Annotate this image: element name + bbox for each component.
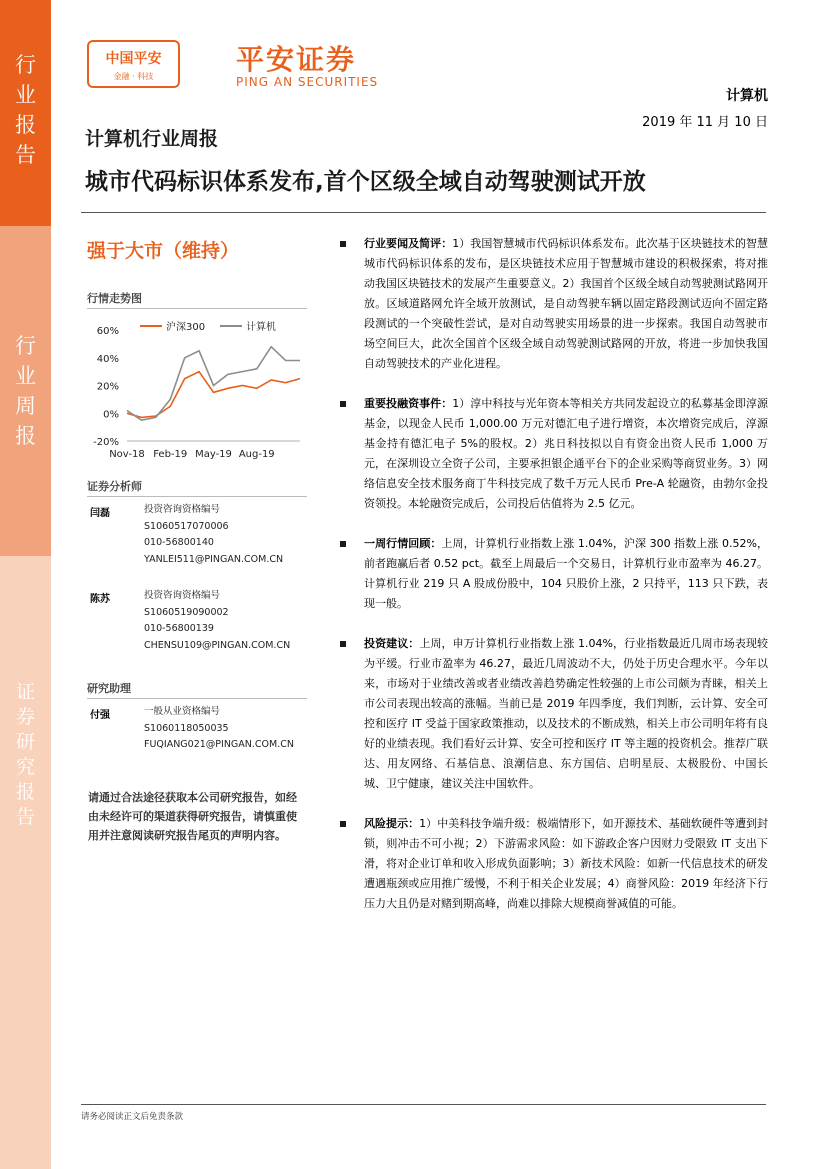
sidebar-text-research	[0, 556, 51, 830]
sidebar-char: 业	[15, 83, 36, 107]
ping-an-badge-logo	[87, 40, 180, 88]
para-title: 行业要闻及简评：	[364, 237, 453, 250]
header-divider	[81, 212, 766, 213]
assistant-info	[144, 704, 294, 754]
footer-divider	[81, 1104, 766, 1105]
sidebar-block-weekly	[0, 226, 51, 556]
para-investment-events	[340, 394, 768, 514]
sidebar-char: 行	[15, 334, 36, 358]
analyst-divider	[87, 496, 307, 497]
y-tick-label: -20%	[93, 437, 119, 448]
bullet-icon	[340, 821, 346, 827]
analyst-info	[144, 502, 283, 568]
x-tick-label: Nov-18	[109, 449, 145, 460]
sidebar-block-research	[0, 556, 51, 1169]
sidebar-char: 报	[15, 781, 35, 803]
market-trend-chart	[85, 316, 315, 466]
bullet-icon	[340, 401, 346, 407]
analyst-name: 陈苏	[90, 594, 110, 605]
footer-note[interactable]: 请务必阅读正文后免责条款	[81, 1112, 184, 1122]
sidebar	[0, 0, 51, 1169]
x-tick-label: Aug-19	[238, 449, 275, 460]
para-body: 1）淳中科技与光年资本等相关方共同发起设立的私募基金即淳源基金，以现金人民币 1,000.00 万元对德汇电子进行增资，本次增资完成后，淳源基金持有德汇电子 5%的股权。2）兆日科技拟以自有资金出资人民币 1,000 万元，在深圳设立全资子公司，主要承担银企通平台下的企业采购等商贸业务。3）网络信息安全技术服务商丁牛科技完成了数千万元人民币 Pre-A 轮融资，由勃尔金投资领投。本轮融资完成后，公司投后估值将为 2.5 亿元。	[364, 397, 769, 510]
series-line	[127, 372, 300, 418]
para-title: 投资建议：	[364, 637, 420, 650]
sidebar-char: 告	[15, 143, 36, 167]
legend-label: 沪深300	[166, 322, 206, 333]
sidebar-char: 证	[15, 681, 35, 703]
y-tick-label: 20%	[96, 381, 119, 393]
trend-label: 行情走势图	[87, 292, 142, 305]
chart-svg	[85, 316, 315, 466]
analyst-info	[144, 588, 290, 654]
series-line	[127, 347, 300, 421]
headline: 城市代码标识体系发布,首个区级全域自动驾驶测试开放	[85, 169, 646, 195]
analyst-email[interactable]: CHENSU109@PINGAN.COM.CN	[144, 639, 291, 651]
para-industry-news	[340, 234, 768, 374]
bullet-icon	[340, 541, 346, 547]
rating: 强于大市（维持）	[87, 240, 240, 262]
para-body: 上周，计算机行业指数上涨 1.04%，沪深 300 指数上涨 0.52%，前者跑赢后者 0.52 pct。截至上周最后一个交易日，计算机行业市盈率为 46.27。计算机行业 219 只 A 股成份股中，104 只股价上涨，2 只持平，113 只下跌，表现一般。	[364, 537, 768, 610]
badge-main: 中国平安	[105, 51, 162, 67]
assistant-line: 一般从业资格编号	[144, 706, 221, 717]
para-body: 1）中美科技争端升级：极端情形下，如开源技术、基础软硬件等遭到封锁，则冲击不可小视；2）下游需求风险：如下游政企客户因财力受限致 IT 支出下滑，将对企业订单和收入形成负面影响；3）新技术风险：如新一代信息技术的研发遭遇瓶颈或应用推广缓慢，不利于相关企业发展；4）商誉风险：2019 年经济下行压力大且仍是对赌到期高峰，尚难以排除大规模商誉减值的可能。	[364, 817, 768, 910]
y-tick-label: 60%	[96, 326, 119, 337]
bullet-icon	[340, 241, 346, 247]
para-investment-advice	[340, 634, 768, 794]
sidebar-char: 报	[15, 424, 36, 448]
report-title: 计算机行业周报	[85, 128, 219, 150]
para-market-review	[340, 534, 768, 614]
sidebar-char: 研	[15, 731, 35, 753]
bullet-icon	[340, 641, 346, 647]
brand-name-cn: 平安证券	[236, 43, 357, 76]
sidebar-char: 报	[15, 113, 36, 137]
x-tick-label: May-19	[195, 449, 232, 460]
analyst-label: 证券分析师	[87, 480, 142, 493]
analyst-email[interactable]: YANLEI511@PINGAN.COM.CN	[144, 553, 284, 565]
report-date: 2019 年 11 月 10 日	[642, 115, 768, 130]
sidebar-char: 行	[15, 53, 36, 77]
para-body: 1）我国智慧城市代码标识体系发布。此次基于区块链技术的智慧城市代码标识体系的发布，是区块链技术应用于智慧城市建设的积极探索，将对推动我国区块链技术的发展产生重要意义。2）我国首个区级全域自动驾驶测试路网开放。区域道路网允许全域开放测试，是自动驾驶车辆以固定路段测试迈向不固定路段测试的一个突破性尝试，是对自动驾驶实用场景的进一步探索。我国自动驾驶市场空间巨大，此次全国首个区级全域自动驾驶测试路网的开放，将进一步加快我国自动驾驶技术的产业化进程。	[364, 237, 769, 370]
assistant-email[interactable]: FUQIANG021@PINGAN.COM.CN	[144, 739, 294, 751]
assistant-label: 研究助理	[87, 682, 131, 695]
sidebar-char: 究	[15, 756, 35, 778]
y-tick-label: 0%	[103, 409, 119, 421]
sidebar-char: 周	[15, 394, 36, 418]
para-title: 风险提示：	[364, 817, 420, 830]
legend-label: 计算机	[246, 322, 276, 333]
para-risk-warning	[340, 814, 768, 914]
assistant-line: S1060118050035	[144, 722, 229, 734]
para-title: 一周行情回顾：	[364, 537, 442, 550]
x-tick-label: Feb-19	[153, 449, 188, 460]
badge-sub: 金融 · 科技	[113, 72, 154, 81]
main-content	[340, 234, 768, 934]
analyst-line: S1060517070006	[144, 520, 229, 532]
sidebar-block-report	[0, 0, 51, 226]
analyst-line: 投资咨询资格编号	[144, 504, 221, 515]
trend-divider	[87, 308, 307, 309]
sidebar-text-report	[0, 0, 51, 170]
industry-name: 计算机	[726, 88, 768, 104]
assistant-divider	[87, 698, 307, 699]
sidebar-text-weekly	[0, 226, 51, 451]
analyst-line: 010-56800140	[144, 537, 214, 549]
assistant-name: 付强	[90, 710, 110, 721]
analyst-name: 闫磊	[90, 508, 110, 519]
analyst-line: 投资咨询资格编号	[144, 590, 221, 601]
brand-name-en: PING AN SECURITIES	[236, 75, 379, 89]
sidebar-char: 券	[15, 706, 35, 728]
sidebar-char: 告	[15, 806, 35, 828]
analyst-line: 010-56800139	[144, 623, 214, 635]
sidebar-char: 业	[15, 364, 36, 388]
para-body: 上周，申万计算机行业指数上涨 1.04%，行业指数最近几周市场表现较为平缓。行业市盈率为 46.27，最近几周波动不大，仍处于历史合理水平。今年以来，市场对于业绩改善或者业绩改善趋势确定性较强的上市公司颇为青睐，相关上市公司表现出较高的涨幅。当前已是 2019 年四季度，我们判断，云计算、安全可控和医疗 IT 受益于国家政策推动，以及技术的不断成熟，相关上市公司明年将有良好的业绩表现。我们看好云计算、安全可控和医疗 IT 等主题的投资机会。推荐广联达、用友网络、石基信息、浪潮信息、东方国信、启明星辰、太极股份、中国长城、卫宁健康，建议关注中国软件。	[364, 637, 768, 790]
analyst-line: S1060519090002	[144, 606, 229, 618]
y-tick-label: 40%	[96, 353, 119, 365]
para-title: 重要投融资事件：	[364, 397, 453, 410]
disclaimer: 请通过合法途径获取本公司研究报告，如经由未经许可的渠道获得研究报告，请慎重使用并注意阅读研究报告尾页的声明内容。	[88, 791, 297, 842]
